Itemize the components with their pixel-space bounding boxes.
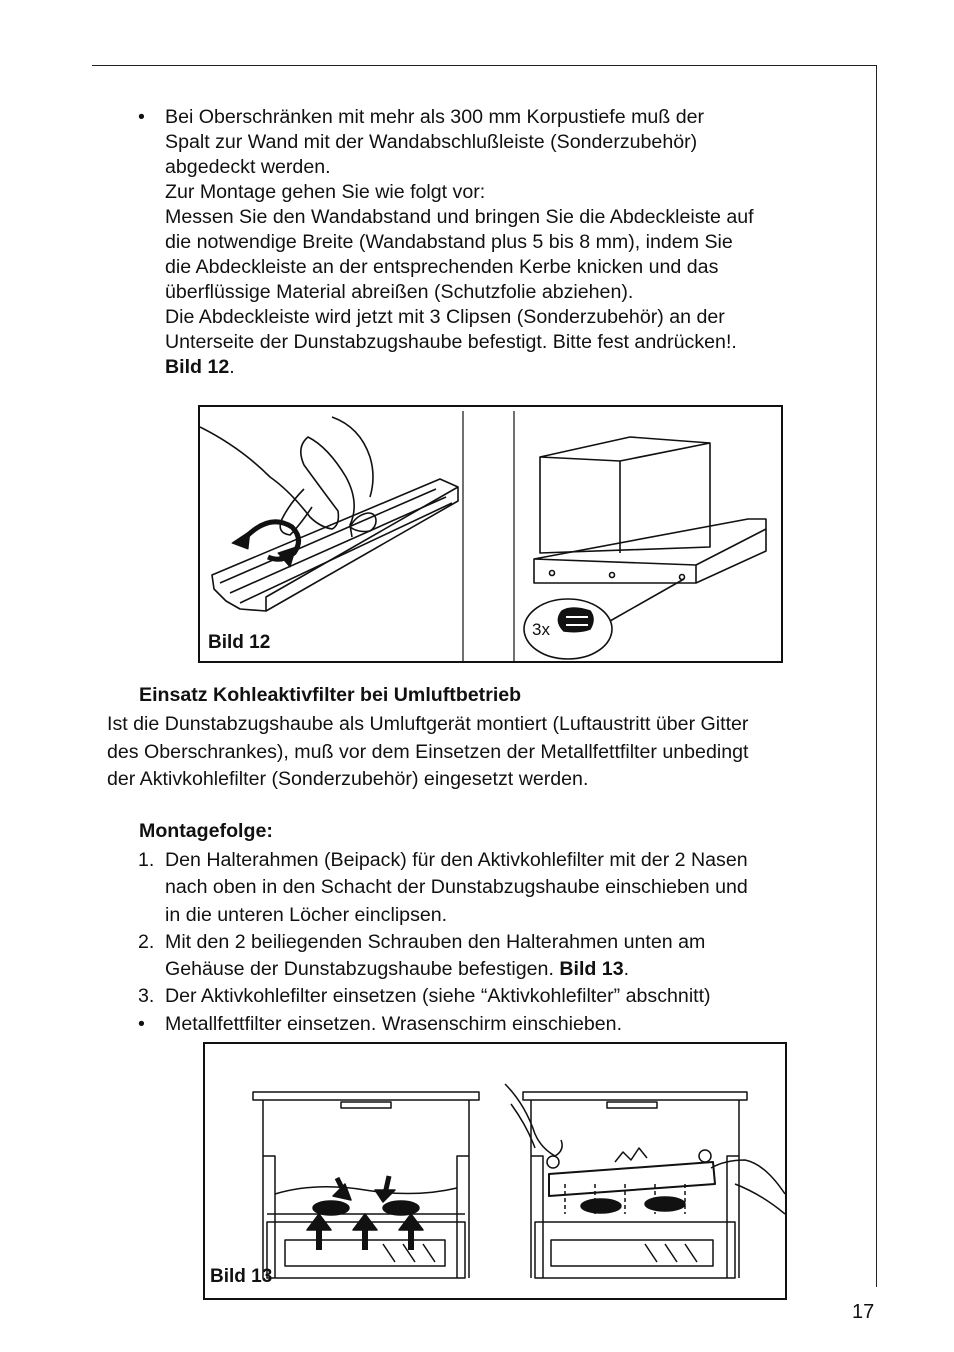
step-1: [138, 847, 850, 929]
figure-12-caption: Bild 12: [208, 632, 271, 653]
intro-line: Bei Oberschränken mit mehr als 300 mm Korpustiefe muß der: [165, 106, 705, 128]
step-number: 3.: [138, 985, 155, 1008]
right-rule: [876, 65, 877, 1287]
step-line: in die unteren Löcher einclipsen.: [165, 903, 448, 926]
step-3: [138, 983, 850, 1010]
section-heading-montagefolge: Montagefolge:: [139, 820, 273, 842]
step-line: Der Aktivkohlefilter einsetzen (siehe “Aktivkohlefilter” abschnitt): [165, 985, 711, 1008]
intro-line: Messen Sie den Wandabstand und bringen Sie die Abdeckleiste auf: [165, 206, 754, 228]
intro-line: Unterseite der Dunstabzugshaube befestigt. Bitte fest andrücken!.: [165, 331, 737, 353]
figure-12-illustration: [200, 407, 781, 661]
step-line: Den Halterahmen (Beipack) für den Aktivkohlefilter mit der 2 Nasen: [165, 849, 748, 871]
step-text: Gehäuse der Dunstabzugshaube befestigen.: [165, 958, 560, 981]
step-number: 2.: [138, 930, 155, 953]
figure-ref-bild-12: Bild 12: [165, 356, 230, 378]
intro-line: überflüssige Material abreißen (Schutzfolie abziehen).: [165, 281, 634, 303]
bullet-mark: •: [138, 106, 145, 128]
section-heading-kohleaktivfilter: Einsatz Kohleaktivfilter bei Umluftbetrieb: [139, 684, 522, 706]
intro-line: Die Abdeckleiste wird jetzt mit 3 Clipsen (Sonderzubehör) an der: [165, 306, 725, 328]
figure-bild-13: [203, 1042, 787, 1300]
step-line: Mit den 2 beiliegenden Schrauben den Halterahmen unten am: [165, 930, 706, 953]
intro-figure-ref: [165, 355, 858, 380]
intro-bullet-paragraph: [138, 105, 858, 380]
montage-steps-list: [138, 847, 850, 1038]
figure-ref-bild-13: Bild 13: [559, 958, 624, 981]
intro-line: abgedeckt werden.: [165, 156, 331, 178]
step-2: [138, 929, 850, 984]
page-number: 17: [852, 1301, 875, 1323]
paragraph-line: des Oberschrankes), muß vor dem Einsetzen der Metallfettfilter unbedingt: [107, 740, 749, 763]
intro-line: Spalt zur Wand mit der Wandabschlußleiste (Sonderzubehör): [165, 131, 698, 153]
intro-line: Zur Montage gehen Sie wie folgt vor:: [165, 181, 486, 203]
intro-line: die Abdeckleiste an der entsprechenden Kerbe knicken und das: [165, 256, 719, 278]
intro-text: [165, 105, 858, 380]
bullet-mark: •: [138, 1012, 145, 1035]
figure-13-illustration: [205, 1044, 785, 1298]
step-line: Metallfettfilter einsetzen. Wrasenschirm einschieben.: [165, 1012, 623, 1035]
step-line-with-ref: [165, 956, 850, 983]
paragraph-line: der Aktivkohlefilter (Sonderzubehör) eingesetzt werden.: [107, 768, 589, 790]
kohleaktivfilter-paragraph: [107, 711, 847, 794]
step-bullet: [138, 1011, 850, 1038]
step-line: nach oben in den Schacht der Dunstabzugshaube einschieben und: [165, 876, 748, 899]
ref-period: .: [623, 958, 630, 981]
clip-count-label: 3x: [532, 620, 550, 639]
figure-13-caption: Bild 13: [210, 1266, 273, 1287]
ref-period: .: [229, 356, 235, 378]
intro-line: die notwendige Breite (Wandabstand plus 5 bis 8 mm), indem Sie: [165, 231, 733, 253]
top-rule: [92, 65, 876, 66]
paragraph-line: Ist die Dunstabzugshaube als Umluftgerät montiert (Luftaustritt über Gitter: [107, 713, 749, 735]
figure-bild-12: [198, 405, 783, 663]
step-number: 1.: [138, 849, 155, 871]
